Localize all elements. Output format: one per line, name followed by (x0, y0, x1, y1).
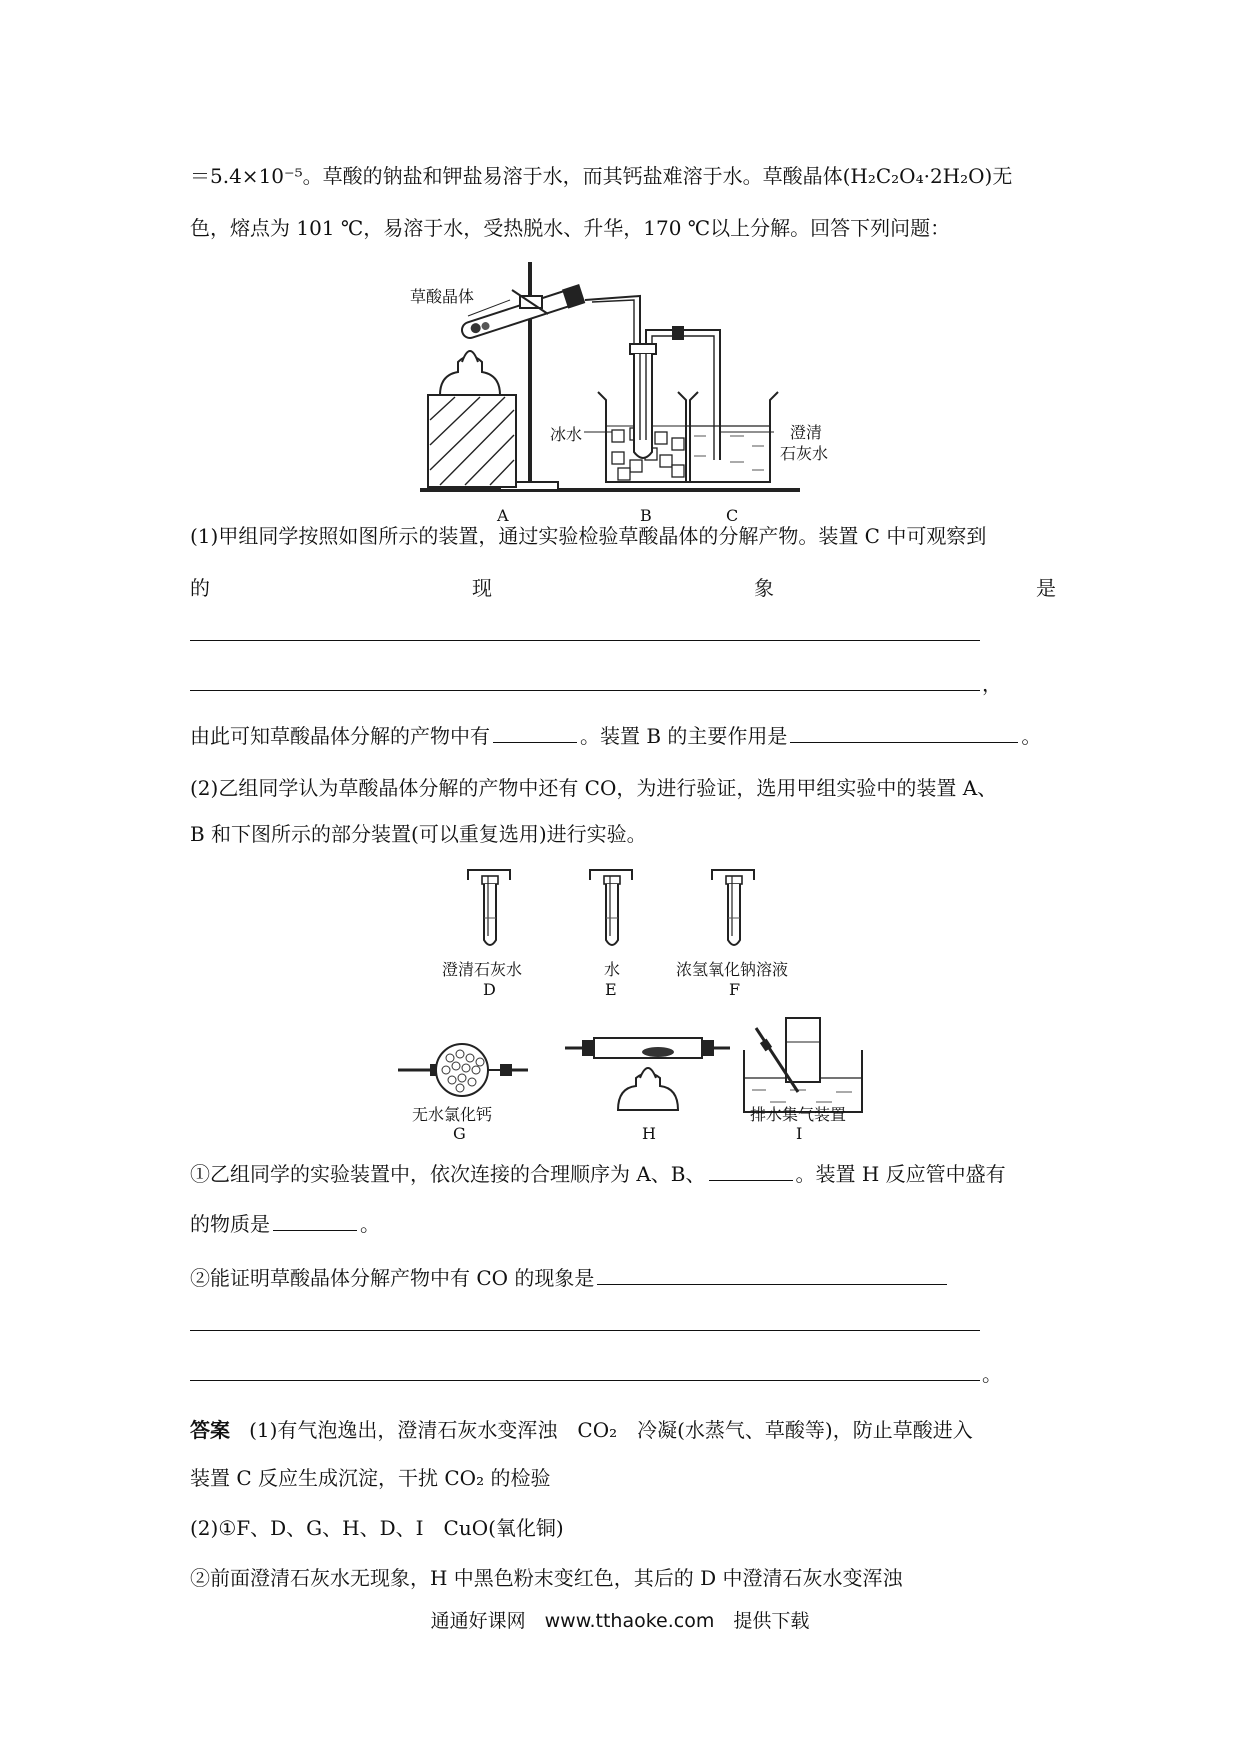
letter-f: F (729, 980, 741, 999)
letter-h: H (642, 1124, 656, 1143)
answer-line-3: (2)①F、D、G、H、D、I CuO(氧化铜) (190, 1516, 564, 1540)
letter-e: E (605, 980, 617, 999)
q1-word-3: 象 (754, 576, 774, 600)
answer-1: (1)有气泡逸出，澄清石灰水变浑浊 CO₂ 冷凝(水蒸气、草酸等)，防止草酸进入 (249, 1418, 973, 1442)
label-g: 无水氯化钙 (412, 1105, 493, 1124)
label-limewater-2: 石灰水 (780, 444, 829, 463)
label-limewater-1: 澄清 (790, 423, 823, 442)
q2-phenomenon-blank-1[interactable] (597, 1283, 947, 1285)
q1-line-1: (1)甲组同学按照如图所示的装置，通过实验检验草酸晶体的分解产物。装置 C 中可观察到 (190, 524, 987, 548)
q2-sub2-line-1 (190, 1262, 950, 1291)
q1-word-4: 是 (1036, 576, 1056, 600)
intro-line-1: ＝5.4×10⁻⁵。草酸的钠盐和钾盐易溶于水，而其钙盐难溶于水。草酸晶体(H₂C₂O₄·2H₂O)无 (190, 164, 1013, 188)
letter-c: C (726, 506, 739, 525)
q1-role-text: 。装置 B 的主要作用是 (580, 724, 788, 748)
q2-line-2: B 和下图所示的部分装置(可以重复选用)进行实验。 (190, 822, 647, 846)
q2-sub2-text: ②能证明草酸晶体分解产物中有 CO 的现象是 (190, 1266, 595, 1290)
letter-b: B (640, 506, 652, 525)
answer-line-4: ②前面澄清石灰水无现象，H 中黑色粉末变红色，其后的 D 中澄清石灰水变浑浊 (190, 1566, 903, 1590)
q2-sub1-line-2 (190, 1208, 380, 1237)
label-d: 澄清石灰水 (442, 960, 523, 979)
letter-g: G (453, 1124, 466, 1143)
q2-substance-blank[interactable] (273, 1229, 357, 1231)
q1-word-2: 现 (472, 576, 492, 600)
q2-sub2-period: 。 (982, 1362, 1002, 1386)
apparatus-i (744, 1018, 862, 1112)
page-footer: 通通好课网 www.tthaoke.com 提供下载 (430, 1610, 810, 1632)
q2-sub1-order-text: ①乙组同学的实验装置中，依次连接的合理顺序为 A、B、 (190, 1162, 706, 1186)
answer-line-1 (190, 1414, 973, 1443)
apparatus-h (565, 1038, 730, 1110)
q1-line4-period: 。 (1021, 724, 1042, 748)
answer-line-2: 装置 C 反应生成沉淀，干扰 CO₂ 的检验 (190, 1466, 551, 1490)
q2-order-blank[interactable] (709, 1179, 793, 1181)
apparatus-e (590, 870, 632, 945)
label-oxalic-crystal: 草酸晶体 (410, 287, 475, 306)
letter-a: A (497, 506, 509, 525)
q1-products-text: 由此可知草酸晶体分解的产物中有 (190, 724, 490, 748)
q1-comma: ， (982, 672, 1002, 696)
label-ice-water: 冰水 (550, 425, 583, 444)
apparatus-g (398, 1044, 528, 1096)
label-f: 浓氢氧化钠溶液 (676, 960, 789, 979)
q2-sub1-line-1 (190, 1158, 1006, 1187)
q1-word-1: 的 (190, 576, 210, 600)
q2-sub1-substance-text: 。装置 H 反应管中盛有 (795, 1162, 1006, 1186)
letter-i: I (796, 1124, 803, 1143)
q2-phenomenon-blank-2[interactable] (190, 1330, 980, 1331)
q2-phenomenon-blank-3[interactable] (190, 1380, 980, 1381)
label-e: 水 (604, 960, 621, 979)
answer-label: 答案 (190, 1418, 230, 1442)
intro-line-2: 色，熔点为 101 ℃，易溶于水，受热脱水、升华，170 ℃以上分解。回答下列问题： (190, 216, 951, 240)
q2-line-1: (2)乙组同学认为草酸晶体分解的产物中还有 CO，为进行验证，选用甲组实验中的装置 A、 (190, 776, 998, 800)
q2-sub1-period: 。 (360, 1212, 380, 1236)
label-i: 排水集气装置 (750, 1105, 847, 1124)
apparatus-d (468, 870, 510, 945)
letter-d: D (483, 980, 496, 999)
q2-sub1-substance-prompt: 的物质是 (190, 1212, 270, 1236)
apparatus-f (712, 870, 754, 945)
